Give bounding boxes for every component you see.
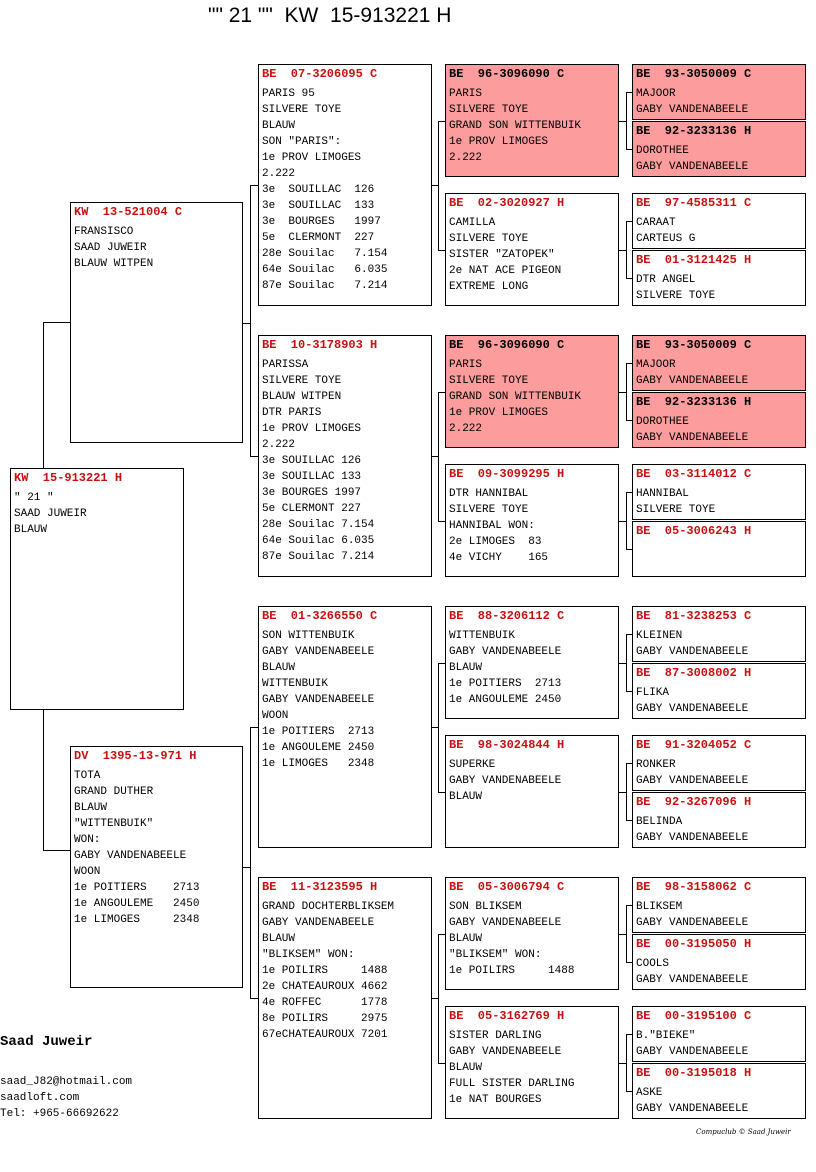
connector-line [626,691,632,692]
ring-number: BE 92-3267096 H [636,795,752,809]
pigeon-info-line: 3e SOUILLAC 126 [262,184,375,196]
pigeon-info-line: GABY VANDENABEELE [636,375,749,387]
pigeon-info-line: WITTENBUIK [262,678,329,690]
ring-number: BE 87-3008002 H [636,666,752,680]
ring-number: BE 05-3006794 C [449,880,565,894]
connector-line [626,905,632,906]
pigeon-info-line: ASKE [636,1087,663,1099]
pigeon-info-line: BLAUW [449,791,483,803]
ring-number: BE 09-3099295 H [449,467,565,481]
pigeon-info-line: GABY VANDENABEELE [449,917,562,929]
pigeon-info-line: BLAUW [449,1062,483,1074]
pigeon-info-line: 2.222 [449,423,483,435]
pigeon-info-line: 28e Souilac 7.154 [262,248,388,260]
pigeon-card-g5-4[interactable] [632,250,806,306]
pigeon-card-g5-13[interactable] [632,877,806,933]
connector-line [438,121,439,250]
pigeon-info-line: DOROTHEE [636,416,689,428]
connector-line [626,363,632,364]
ring-number: KW 13-521004 C [74,205,183,219]
ring-number: BE 96-3096090 C [449,338,565,352]
pigeon-info-line: 1e POITIERS 2713 [262,726,375,738]
ring-number: BE 92-3233136 H [636,124,752,138]
pigeon-info-line: GRAND DOCHTERBLIKSEM [262,901,395,913]
ring-number: BE 96-3096090 C [449,67,565,81]
ring-number: BE 02-3020927 H [449,196,565,210]
pigeon-info-line: SISTER "ZATOPEK" [449,249,555,261]
pigeon-info-line: MAJOOR [636,88,676,100]
pigeon-info-line: SON BLIKSEM [449,901,522,913]
pigeon-info-line: BLAUW WITPEN [262,391,342,403]
pigeon-info-line: SUPERKE [449,759,496,771]
pigeon-info-line: "WITTENBUIK" [74,818,154,830]
connector-line [438,663,445,664]
pigeon-card-g5-8[interactable] [632,521,806,577]
pigeon-info-line: SILVERE TOYE [636,290,716,302]
pigeon-info-line: 1e PROV LIMOGES [262,423,362,435]
pigeon-card-g5-16[interactable] [632,1063,806,1119]
ring-number: BE 01-3121425 H [636,253,752,267]
pigeon-info-line: SILVERE TOYE [449,375,529,387]
connector-line [626,92,627,149]
pigeon-info-line: 3e BOURGES 1997 [262,216,381,228]
pigeon-info-line: 4e ROFFEC 1778 [262,997,388,1009]
connector-line [626,221,632,222]
pigeon-card-sd[interactable] [258,335,432,577]
connector-line [626,420,632,421]
ring-number: BE 11-3123595 H [262,880,378,894]
pigeon-info-line: 87e Souilac 7.214 [262,551,375,563]
connector-line [626,1034,627,1091]
ring-number: BE 91-3204052 C [636,738,752,752]
pigeon-card-dd[interactable] [258,877,432,1119]
pigeon-info-line: BLAUW [14,524,48,536]
pigeon-info-line: WITTENBUIK [449,630,516,642]
pigeon-card-g5-12[interactable] [632,792,806,848]
connector-line [438,663,439,792]
pigeon-info-line: BLAUW [449,662,483,674]
connector-line [626,549,632,550]
ring-number: BE 88-3206112 C [449,609,565,623]
pigeon-info-line: PARIS [449,359,483,371]
pigeon-info-line: DTR HANNIBAL [449,488,529,500]
pigeon-card-g4-5[interactable] [445,606,619,719]
ring-number: BE 01-3266550 C [262,609,378,623]
pigeon-info-line: GABY VANDENABEELE [636,775,749,787]
connector-line [619,663,626,664]
pigeon-info-line: 3e BOURGES 1997 [262,487,362,499]
pigeon-info-line: GABY VANDENABEELE [636,432,749,444]
pigeon-info-line: 1e PROV LIMOGES [262,152,362,164]
pigeon-info-line: BLAUW [449,933,483,945]
connector-line [619,392,626,393]
connector-line [438,934,445,935]
connector-line [626,149,632,150]
copyright-note: Compuclub © Saad Juweir [696,1128,791,1136]
pigeon-card-dam[interactable] [70,746,243,988]
connector-line [43,322,44,468]
connector-line [619,1063,626,1064]
pigeon-info-line: SILVERE TOYE [636,504,716,516]
connector-line [626,905,627,962]
pigeon-info-line: 1e ANGOULEME 2450 [262,742,375,754]
pigeon-info-line: MAJOOR [636,359,676,371]
pigeon-card-ss[interactable] [258,64,432,306]
ring-number: BE 93-3050009 C [636,338,752,352]
pigeon-info-line: CAMILLA [449,217,496,229]
pigeon-info-line: GABY VANDENABEELE [636,1103,749,1115]
connector-line [243,867,250,868]
connector-line [626,492,627,549]
ring-number: KW 15-913221 H [14,471,123,485]
connector-line [438,792,445,793]
pigeon-card-g4-7[interactable] [445,877,619,990]
pigeon-info-line: 64e Souilac 6.035 [262,535,375,547]
pigeon-card-g5-5[interactable] [632,335,806,391]
pigeon-info-line: 67eCHATEAUROUX 7201 [262,1029,388,1041]
pigeon-card-g5-10[interactable] [632,663,806,719]
pigeon-info-line: GABY VANDENABEELE [74,850,187,862]
pigeon-info-line: 1e POITIERS 2713 [449,678,562,690]
pigeon-card-g4-6[interactable] [445,735,619,848]
pigeon-info-line: TOTA [74,770,101,782]
ring-number: BE 00-3195100 C [636,1009,752,1023]
pigeon-info-line: DTR PARIS [262,407,322,419]
connector-line [438,392,445,393]
owner-name: Saad Juweir [0,1034,93,1050]
pigeon-info-line: "BLIKSEM" WON: [262,949,355,961]
pigeon-info-line: COOLS [636,958,670,970]
pigeon-info-line: BELINDA [636,816,683,828]
ring-number: BE 00-3195050 H [636,937,752,951]
pigeon-info-line: " 21 " [14,492,54,504]
pigeon-card-g4-2[interactable] [445,193,619,306]
connector-line [626,1034,632,1035]
pigeon-info-line: GABY VANDENABEELE [262,694,375,706]
connector-line [626,1091,632,1092]
pigeon-info-line: HANNIBAL [636,488,689,500]
pigeon-card-g5-3[interactable] [632,193,806,249]
connector-line [243,323,250,324]
pigeon-info-line: SILVERE TOYE [449,504,529,516]
pigeon-card-ds[interactable] [258,606,432,848]
connector-line [619,250,626,251]
pigeon-info-line: SILVERE TOYE [262,104,342,116]
connector-line [626,634,632,635]
connector-line [438,121,445,122]
pigeon-card-g5-7[interactable] [632,464,806,520]
pigeon-info-line: 8e POILIRS 2975 [262,1013,388,1025]
connector-line [43,850,70,851]
pigeon-card-g5-11[interactable] [632,735,806,791]
connector-line [438,1063,445,1064]
pigeon-info-line: SON WITTENBUIK [262,630,355,642]
pigeon-info-line: SAAD JUWEIR [14,508,87,520]
pigeon-card-g5-6[interactable] [632,392,806,448]
pigeon-info-line: 1e LIMOGES 2348 [262,758,375,770]
connector-line [619,521,626,522]
pigeon-info-line: SILVERE TOYE [449,233,529,245]
pigeon-info-line: 1e LIMOGES 2348 [74,914,200,926]
pigeon-info-line: FULL SISTER DARLING [449,1078,575,1090]
pigeon-info-line: 87e Souilac 7.214 [262,280,388,292]
ring-number: BE 10-3178903 H [262,338,378,352]
ring-number: BE 05-3006243 H [636,524,752,538]
pigeon-info-line: GABY VANDENABEELE [636,917,749,929]
connector-line [250,727,258,728]
pigeon-info-line: BLAUW WITPEN [74,258,154,270]
pigeon-info-line: SAAD JUWEIR [74,242,147,254]
pigeon-info-line: 5e CLERMONT 227 [262,503,362,515]
pigeon-info-line: PARIS 95 [262,88,315,100]
pigeon-info-line: BLAUW [262,662,296,674]
connector-line [43,322,70,323]
pigeon-card-g5-2[interactable] [632,121,806,177]
pigeon-info-line: EXTREME LONG [449,281,529,293]
connector-line [250,456,258,457]
pigeon-info-line: 2.222 [262,168,296,180]
owner-phone: Tel: +965-66692622 [0,1108,119,1120]
pigeon-info-line: SILVERE TOYE [262,375,342,387]
connector-line [43,710,44,850]
connector-line [626,221,627,278]
pigeon-info-line: 4e VICHY 165 [449,552,549,564]
pigeon-info-line: 1e NAT BOURGES [449,1094,542,1106]
pigeon-card-sire[interactable] [70,202,243,443]
pigeon-card-g5-15[interactable] [632,1006,806,1062]
connector-line [619,121,626,122]
pigeon-info-line: DOROTHEE [636,145,689,157]
pigeon-info-line: "BLIKSEM" WON: [449,949,542,961]
owner-email[interactable]: saad_J82@hotmail.com [0,1076,133,1088]
connector-line [626,763,627,820]
connector-line [626,634,627,691]
pigeon-info-line: B."BIEKE" [636,1030,696,1042]
connector-line [626,363,627,420]
pigeon-info-line: GABY VANDENABEELE [449,646,562,658]
pigeon-info-line: 1e POILIRS 1488 [449,965,575,977]
pigeon-info-line: 3e SOUILLAC 133 [262,471,362,483]
pigeon-info-line: PARISSA [262,359,309,371]
pigeon-info-line: GABY VANDENABEELE [636,703,749,715]
pigeon-info-line: BLAUW [262,933,296,945]
ring-number: BE 05-3162769 H [449,1009,565,1023]
pigeon-card-g4-1[interactable] [445,64,619,177]
connector-line [438,392,439,521]
pigeon-info-line: GRAND SON WITTENBUIK [449,391,582,403]
pigeon-info-line: 64e Souilac 6.035 [262,264,388,276]
ring-number: BE 81-3238253 C [636,609,752,623]
pigeon-info-line: RONKER [636,759,676,771]
pigeon-card-g4-4[interactable] [445,464,619,577]
ring-number: BE 00-3195018 H [636,1066,752,1080]
connector-line [250,185,251,456]
pigeon-info-line: CARTEUS G [636,233,696,245]
owner-website[interactable]: saadloft.com [0,1092,80,1104]
pigeon-info-line: BLAUW [74,802,108,814]
pigeon-info-line: GABY VANDENABEELE [262,646,375,658]
pigeon-info-line: HANNIBAL WON: [449,520,535,532]
pigeon-info-line: 1e ANGOULEME 2450 [74,898,200,910]
ring-number: BE 92-3233136 H [636,395,752,409]
pigeon-info-line: WOON [74,866,101,878]
pigeon-info-line: GABY VANDENABEELE [636,832,749,844]
pigeon-info-line: GRAND SON WITTENBUIK [449,120,582,132]
pigeon-card-subject[interactable] [10,468,184,710]
ring-number: BE 98-3158062 C [636,880,752,894]
pigeon-card-g4-3[interactable] [445,335,619,448]
pigeon-card-g5-14[interactable] [632,934,806,990]
ring-number: BE 97-4585311 C [636,196,752,210]
pigeon-info-line: GABY VANDENABEELE [449,775,562,787]
pigeon-info-line: KLEINEN [636,630,683,642]
ring-number: DV 1395-13-971 H [74,749,197,763]
connector-line [626,492,632,493]
pigeon-info-line: 3e SOUILLAC 126 [262,455,362,467]
connector-line [626,820,632,821]
ring-number: BE 03-3114012 C [636,467,752,481]
connector-line [438,934,439,1063]
pigeon-info-line: PARIS [449,88,483,100]
pigeon-info-line: 1e ANGOULEME 2450 [449,694,562,706]
pigeon-card-g4-8[interactable] [445,1006,619,1119]
pigeon-info-line: FRANSISCO [74,226,134,238]
pigeon-info-line: GABY VANDENABEELE [262,917,375,929]
pigeon-info-line: WOON [262,710,289,722]
pigeon-card-g5-9[interactable] [632,606,806,662]
pigeon-info-line: GABY VANDENABEELE [636,1046,749,1058]
page-title: "" 21 "" KW 15-913221 H [208,4,452,27]
pigeon-card-g5-1[interactable] [632,64,806,120]
pigeon-info-line: BLAUW [262,120,296,132]
connector-line [619,792,626,793]
connector-line [626,278,632,279]
pigeon-info-line: GABY VANDENABEELE [636,161,749,173]
connector-line [619,934,626,935]
pigeon-info-line: 1e POILIRS 1488 [262,965,388,977]
connector-line [250,185,258,186]
connector-line [626,92,632,93]
pigeon-info-line: BLIKSEM [636,901,683,913]
pigeon-info-line: 28e Souilac 7.154 [262,519,375,531]
pigeon-info-line: 1e PROV LIMOGES [449,136,549,148]
pigeon-info-line: SISTER DARLING [449,1030,542,1042]
pigeon-info-line: CARAAT [636,217,676,229]
pigeon-info-line: GABY VANDENABEELE [449,1046,562,1058]
pigeon-info-line: 5e CLERMONT 227 [262,232,375,244]
pigeon-info-line: FLIKA [636,687,670,699]
connector-line [626,763,632,764]
pigeon-info-line: GABY VANDENABEELE [636,104,749,116]
pigeon-info-line: GRAND DUTHER [74,786,154,798]
pigeon-info-line: 2.222 [449,152,483,164]
connector-line [250,727,251,998]
pigeon-info-line: GABY VANDENABEELE [636,646,749,658]
connector-line [438,250,445,251]
connector-line [438,521,445,522]
pigeon-info-line: 2e LIMOGES 83 [449,536,542,548]
pigeon-info-line: 1e POITIERS 2713 [74,882,200,894]
pigeon-info-line: 2e CHATEAUROUX 4662 [262,981,388,993]
connector-line [250,998,258,999]
pigeon-info-line: 1e PROV LIMOGES [449,407,549,419]
pigeon-info-line: 2.222 [262,439,296,451]
pigeon-info-line: SILVERE TOYE [449,104,529,116]
pigeon-info-line: SON "PARIS": [262,136,342,148]
pigeon-info-line: WON: [74,834,101,846]
pigeon-info-line: DTR ANGEL [636,274,696,286]
connector-line [626,962,632,963]
pigeon-info-line: 2e NAT ACE PIGEON [449,265,562,277]
ring-number: BE 93-3050009 C [636,67,752,81]
ring-number: BE 98-3024844 H [449,738,565,752]
pigeon-info-line: GABY VANDENABEELE [636,974,749,986]
ring-number: BE 07-3206095 C [262,67,378,81]
pigeon-info-line: 3e SOUILLAC 133 [262,200,375,212]
